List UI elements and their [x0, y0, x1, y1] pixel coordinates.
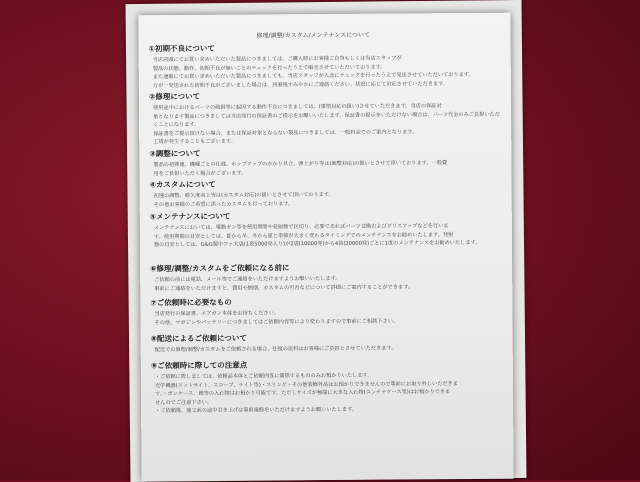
section-line: 象となります製品につきましては当店発行の保証書のご提示をお願いいたします。保証書の提示をいただけない場合は、パーツ代金のみご負担いただ: [153, 111, 500, 120]
section-title: ⑨ご依頼時に際しての注意点: [150, 360, 248, 371]
section-line: 配送での修理/調整/カスタムをご依頼される場合、往復の送料はお客様にご負担とさせていただきます。: [154, 345, 397, 354]
section-notes: [151, 358, 509, 416]
section-title: ⑦ご依頼時に必要なもの: [150, 297, 232, 308]
section-maintenance: [150, 209, 508, 250]
section-line: くことになります。: [153, 122, 200, 129]
section-line: せんのでご注意下さい。: [155, 399, 213, 406]
section-line: 使用途中におけるパーツの破損等に起因する動作不良につきましては、(事情対応の扱い)させていただきます。当店の保証対: [153, 103, 442, 112]
section-line: 数の目安としては、G&G製中ファ大袋(1袋5000発入り)が2袋(10000発)から4袋(20000発)ごとに1度のメンテナンスをお勧めいたします。: [153, 240, 481, 249]
section-line: 万が一発送された初期不良がございました場合は、到着後すみやかにご連絡ください。状況に応じて対応させていただきます。: [152, 80, 449, 89]
section-line: また通販にてお買い求めいただいた製品につきましても、当店スタッフが入念にチェックを行ったうえで発送させていただいております。: [152, 72, 474, 81]
section-line: 当店発行の保証書、エアガン本体をお持ちください。: [154, 310, 279, 318]
section-line: 初速の調整、耐久度向上等は(カスタム対応)の扱いとさせて頂いております。: [153, 191, 334, 200]
document-title: 修理/調整/カスタム/メンテナンスについて: [256, 31, 371, 40]
section-initial-defect: [149, 41, 507, 91]
section-line: ご依頼の前には電話、メール等でご連絡をいただけますようお願いいたします。: [154, 275, 341, 284]
section-line: す。・ガンケース、銃等の入れ物はお預かり可能です。ただしサイズが極端に大きな入れ物(コンテナケース等)はお預かりできま: [155, 389, 451, 398]
section-line: その他お客様のご希望に添ったカスタムも行っております。: [153, 200, 294, 208]
section-custom: [150, 177, 508, 210]
section-delivery: [151, 331, 509, 355]
section-line: 当店店頭にてお買い求めいただいた製品につきましては、ご購入時にお客様ご自身もしくは当店スタッフが: [152, 55, 402, 64]
section-line: 用をご負担いただく場合がございます。: [153, 170, 247, 177]
section-line: 製品の状態、動作、初期不良が無いことのチェックを行ったうえで販売させていただいております。: [152, 64, 386, 72]
section-adjustment: [149, 146, 507, 179]
section-line: その他、マガジンやバッテリーにつきましてはご依頼内容等により変わりますので事前にご相談下さい。: [154, 318, 399, 326]
section-line: 光学機器(ドットサイト、スコープ、ライト等)・スリング・その他装飾外品はお預かりできませんので事前にお取り外しいただきま: [154, 380, 458, 389]
document-sheet: [138, 13, 513, 482]
section-before-request: [150, 261, 508, 294]
section-line: 事前にご連絡をいただけますと、費用や納期、カスタムの可否などについて詳細にご案内することができます。: [154, 283, 414, 292]
section-title: ⑧配送によるご依頼について: [150, 333, 247, 344]
section-line: す。使用期間の目安としては、夏から冬、冬から夏と季節が大きく変わるタイミングでのメンテナンスをお勧めいたします。発射: [153, 231, 454, 240]
section-line: メンテナンスにおいては、電動ガン等を使用期間や発射数で区切り、必要であればパーツ交換およびグリスアップなどを行いま: [153, 223, 449, 232]
section-title: ②修理について: [148, 91, 201, 102]
section-title: ④カスタムについて: [149, 179, 216, 190]
section-line: 製品の初弾速、機種ごとの仕様、ホップアップのかかり具合、弾上がり等は(調整対応)の扱いとさせて頂いております。一般費: [153, 160, 448, 169]
section-title: ⑥修理/調整/カスタムをご依頼になる前に: [150, 263, 290, 274]
section-repair: [149, 89, 507, 147]
section-line: ・ご依頼に際しましては、依頼品本体とご依頼内容に関係するもののみお預かりいたします。: [154, 372, 373, 381]
section-required-items: [150, 295, 508, 328]
section-title: ①初期不良について: [148, 43, 215, 54]
section-title: ③調整について: [149, 148, 201, 159]
section-line: 工賃が発生することもございます。: [153, 139, 236, 146]
section-line: 保証書をご提示頂けない場合、または保証対象とならない製品につきましては、一般料金でのご案内となります。: [153, 129, 418, 137]
section-line: ・ご依頼後、施工前の途中引き上げは事前連絡をいただけますようお願いいたします。: [155, 407, 358, 415]
section-title: ⑤メンテナンスについて: [149, 211, 231, 222]
